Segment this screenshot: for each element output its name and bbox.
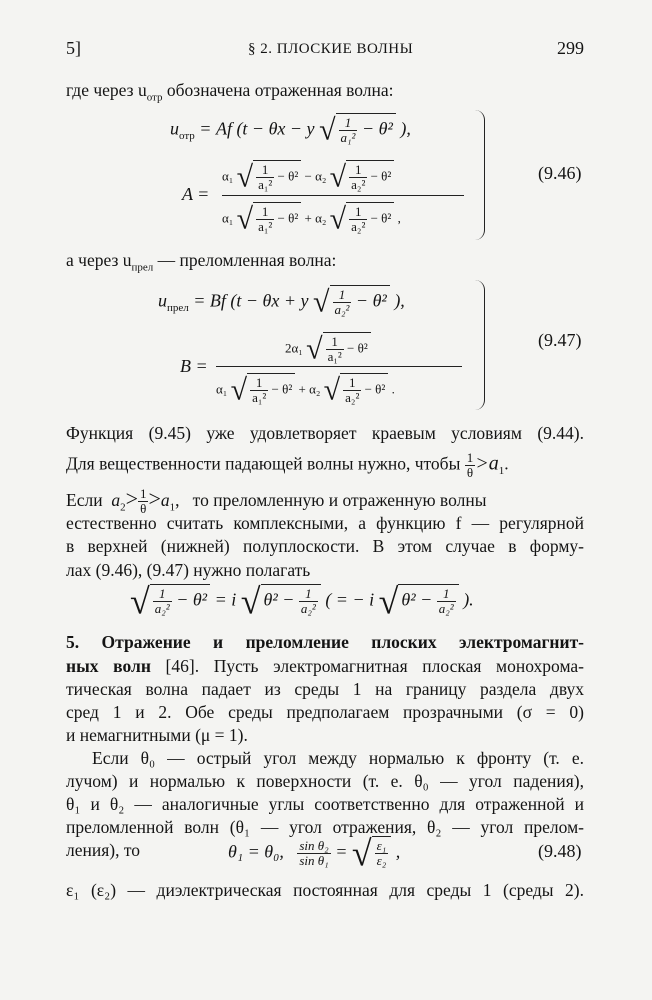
equation-B-lhs: B = <box>180 356 208 376</box>
section-heading: 5. Отражение и преломление плоских электромагнит- <box>66 632 584 652</box>
text-line: где через $u_{отр}$ обозначена отраженная волна: <box>66 80 394 104</box>
text-line: Функция (9.45) уже удовлетворяет краевым условиям (9.44). <box>66 423 584 443</box>
text-line: а через $u_{прел}$ — преломленная волна: <box>66 250 337 274</box>
equation-label: (9.47) <box>538 330 582 350</box>
text-line: θ₁ и θ₂ — аналогичные углы соответственно для отраженной и <box>66 794 584 814</box>
running-header: § 2. ПЛОСКИЕ ВОЛНЫ <box>248 41 414 57</box>
equation-label: (9.46) <box>538 163 582 183</box>
brace <box>470 110 485 240</box>
equation-u-otr: $u_{отр} = Af$ (t − θx − y √ $\frac{1}{\text{a₁²}}$ − θ² ), <box>170 113 411 147</box>
equation-A-denominator: α₁ √ $\frac{1}{\text{a₁²}}$ − θ² + α₂ √ $\frac{1}{\text{a₂²}}$ − θ² , <box>222 202 401 236</box>
fraction-bar <box>222 195 464 196</box>
text-line: в верхней (нижней) полуплоскости. В этом случае в форму- <box>66 536 584 556</box>
text-line: ε₁ (ε₂) — диэлектрическая постоянная для среды 1 (среды 2). <box>66 880 584 900</box>
text-line: ных волн [46]. Пусть электромагнитная плоская монохрома- <box>66 656 585 676</box>
equation-B-denominator: α₁ √ $\frac{1}{\text{a₁²}}$ − θ² + α₂ √ $\frac{1}{\text{a₂²}}$ − θ² . <box>216 373 395 407</box>
text-line: лах (9.46), (9.47) нужно полагать <box>66 560 311 580</box>
page-number: 299 <box>557 38 584 58</box>
chapter-marker: 5] <box>66 38 81 58</box>
text-line: Для вещественности падающей волны нужно, чтобы $\frac{1}{\theta}$ $>a_1$. <box>66 450 509 480</box>
text-line: тическая волна падает из среды 1 на границу раздела двух <box>66 679 584 699</box>
equation-B-numerator: 2α₁ √ $\frac{1}{\text{a₁²}}$ − θ² <box>285 332 371 364</box>
text-line: и немагнитными (μ = 1). <box>66 725 248 745</box>
text-line: естественно считать комплексными, а функцию f — регулярной <box>66 513 584 533</box>
text-line: Если θ₀ — острый угол между нормалью к фронту (т. е. <box>92 748 584 768</box>
equation-snell: θ₁ = θ₀, $\frac{\text{sin θ₂}}{\text{sin θ₁}}$ = √ $\frac{\text{ε₁}}{\text{ε₂}}$ , <box>228 833 401 874</box>
text-line: сред 1 и 2. Обе среды предполагаем прозрачными (σ = 0) <box>66 702 584 722</box>
equation-sqrt-identity: √ $\frac{1}{\text{a₂²}}$ − θ² = i √ θ² − $\frac{1}{\text{a₂²}}$ ( = − i √ θ² − $\frac{1}{\text{a₂²}}$ ). <box>130 581 474 622</box>
equation-A-numerator: α₁ √ $\frac{1}{\text{a₁²}}$ − θ² − α₂ √ $\frac{1}{\text{a₂²}}$ − θ² <box>222 160 394 192</box>
equation-label: (9.48) <box>538 841 582 861</box>
text-line: Если $a_2>$ $\frac{1}{\theta}$ $>a_1$, то преломленную и отраженную волны <box>66 486 487 517</box>
text-line: лучом) и нормалью к поверхности (т. е. θ₀ — угол падения), <box>66 771 584 791</box>
fraction-bar <box>216 366 462 367</box>
equation-u-prel: $u_{прел} = Bf$ (t − θx + y √ $\frac{1}{\text{a₂²}}$ − θ² ), <box>158 285 405 319</box>
text-line: преломленной волн (θ₁ — угол отражения, θ₂ — угол прелом- <box>66 817 584 837</box>
text-line: ления), то <box>66 840 141 860</box>
brace <box>470 280 485 410</box>
equation-A-lhs: A = <box>182 184 210 204</box>
